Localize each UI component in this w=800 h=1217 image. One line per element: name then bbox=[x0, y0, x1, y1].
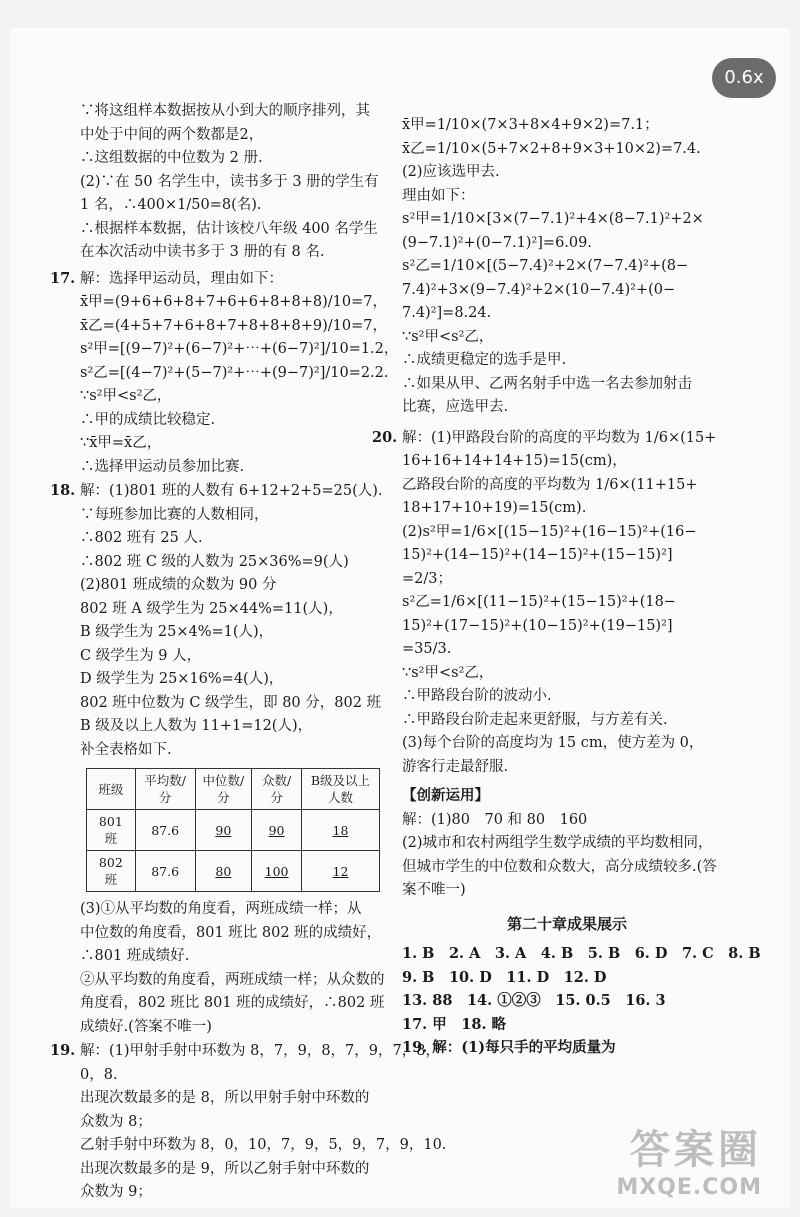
text-line bbox=[402, 685, 732, 709]
line-text: 游客行走最舒服. bbox=[402, 758, 509, 775]
table-header: 中位数/分 bbox=[195, 769, 252, 810]
line-text: 802 班 A 级学生为 25×44%=11(人)， bbox=[80, 600, 343, 617]
line-text: (3)①从平均数的角度看，两班成绩一样；从 bbox=[80, 901, 362, 917]
line-text: 1. B 2. A 3. A 4. B 5. B 6. D 7. C 8. B bbox=[402, 945, 761, 962]
text-line bbox=[80, 1158, 380, 1182]
text-line bbox=[402, 756, 732, 780]
line-text: 13. 88 14. ①②③ 15. 0.5 16. 3 bbox=[402, 992, 666, 1009]
table-row bbox=[87, 810, 380, 851]
innovation-heading: 【创新运用】 bbox=[402, 788, 489, 804]
line-text: 众数为 8； bbox=[80, 1113, 152, 1130]
text-line bbox=[80, 338, 399, 362]
text-line bbox=[80, 715, 380, 739]
line-text: 16+16+14+14+15)=15(cm)， bbox=[402, 453, 627, 469]
line-text: 出现次数最多的是 8，所以甲射手射中环数的 bbox=[80, 1090, 370, 1106]
line-text: ∴根据样本数据，估计该校八年级 400 名学生 bbox=[80, 220, 378, 237]
text-line bbox=[80, 1181, 380, 1205]
watermark-logo-text: 答案圈 bbox=[630, 1127, 762, 1173]
text-line bbox=[372, 426, 732, 451]
line-text: =35/3. bbox=[402, 641, 452, 657]
text-line bbox=[402, 1036, 732, 1060]
text-line bbox=[402, 809, 732, 833]
text-line bbox=[80, 1016, 380, 1040]
line-text: 比赛，应选甲去. bbox=[402, 399, 509, 415]
line-text: x̄乙=(4+5+7+6+8+7+8+8+8+9)/10=7， bbox=[80, 317, 387, 334]
text-line bbox=[402, 161, 732, 185]
text-line bbox=[80, 898, 380, 922]
text-line bbox=[402, 709, 732, 733]
text-line bbox=[80, 598, 380, 622]
text-line bbox=[80, 574, 380, 598]
text-line bbox=[402, 662, 732, 686]
line-text: (9−7.1)²+(0−7.1)²]=6.09. bbox=[402, 234, 592, 251]
line-text: 补全表格如下. bbox=[80, 741, 172, 758]
text-line bbox=[80, 645, 380, 669]
table-row bbox=[87, 851, 380, 892]
line-text: 7.4)²]=8.24. bbox=[402, 305, 492, 321]
text-line bbox=[402, 1013, 732, 1037]
text-line bbox=[80, 147, 380, 171]
line-text: 在本次活动中读书多于 3 册的有 8 名. bbox=[80, 244, 325, 260]
text-line bbox=[402, 832, 732, 856]
text-line bbox=[402, 638, 732, 662]
text-line bbox=[402, 114, 732, 138]
text-line bbox=[80, 504, 380, 528]
text-line bbox=[402, 279, 732, 303]
line-text: 乙射手射中环数为 8，0，10，7，9，5，9，7，9，10. bbox=[80, 1137, 447, 1153]
text-line bbox=[402, 185, 732, 209]
line-text: ∵每班参加比赛的人数相同， bbox=[80, 506, 269, 523]
text-line bbox=[402, 521, 732, 545]
text-line bbox=[402, 591, 732, 615]
text-line bbox=[80, 527, 380, 551]
text-line bbox=[80, 1087, 380, 1111]
text-line bbox=[402, 255, 732, 279]
line-text: s²乙=[(4−7)²+(5−7)²+⋯+(9−7)²]/10=2.2. bbox=[80, 364, 389, 381]
text-line bbox=[80, 692, 380, 716]
text-line bbox=[80, 456, 380, 480]
table-cell: 80 bbox=[195, 851, 252, 892]
section-title: 第二十章成果展示 bbox=[506, 914, 627, 933]
line-text: s²甲=1/10×[3×(7−7.1)²+4×(8−7.1)²+2× bbox=[402, 211, 704, 227]
text-line bbox=[80, 1111, 380, 1135]
line-text: 解：(1)801 班的人数有 6+12+2+5=25(人). bbox=[80, 483, 383, 499]
line-text: ∴甲路段台阶走起来更舒服，与方差有关. bbox=[402, 711, 668, 728]
text-line bbox=[402, 544, 732, 568]
line-text: B 级及以上人数为 11+1=12(人)， bbox=[80, 718, 313, 734]
text-line bbox=[402, 989, 732, 1013]
text-line bbox=[402, 138, 732, 162]
text-line bbox=[402, 966, 732, 990]
table-cell: 802 班 bbox=[87, 851, 136, 892]
text-line bbox=[402, 942, 761, 966]
line-text: 解：(1)甲射手射中环数为 8，7，9，8，7，9，7，8， bbox=[80, 1043, 440, 1059]
line-text: ②从平均数的角度看，两班成绩一样；从众数的 bbox=[80, 971, 385, 988]
line-text: 中位数的角度看，801 班比 802 班的成绩好， bbox=[80, 924, 382, 941]
question-number: 17. bbox=[50, 269, 76, 287]
text-line bbox=[50, 1039, 440, 1064]
line-text: 15)²+(14−15)²+(14−15)²+(15−15)²] bbox=[402, 547, 673, 563]
table-cell: 90 bbox=[252, 810, 302, 851]
line-text: 18+17+10+19)=15(cm). bbox=[402, 500, 587, 516]
table-cell: 87.6 bbox=[135, 851, 195, 892]
line-text: ∵x̄甲=x̄乙， bbox=[80, 435, 162, 451]
text-line bbox=[80, 551, 380, 575]
line-text: ∵s²甲<s²乙， bbox=[402, 328, 494, 345]
line-text: 众数为 9； bbox=[80, 1184, 152, 1200]
line-text: ∴甲路段台阶的波动小. bbox=[402, 688, 552, 704]
text-line bbox=[80, 194, 380, 218]
line-text: 案不唯一) bbox=[402, 882, 466, 898]
line-text: (2)s²甲=1/6×[(15−15)²+(16−15)²+(16− bbox=[402, 523, 697, 540]
line-text: 解：选择甲运动员，理由如下： bbox=[80, 270, 283, 287]
text-line bbox=[402, 450, 732, 474]
text-line bbox=[402, 302, 732, 326]
line-text: 乙路段台阶的高度的平均数为 1/6×(11+15+ bbox=[402, 476, 698, 493]
line-text: 成绩好.(答案不唯一) bbox=[80, 1018, 212, 1035]
line-text: (2)应该选甲去. bbox=[402, 164, 500, 180]
line-text: 但城市学生的中位数和众数大，高分成绩较多.(答 bbox=[402, 858, 717, 875]
text-line bbox=[80, 1134, 447, 1158]
line-text: ∴成绩更稳定的选手是甲. bbox=[402, 352, 567, 368]
text-line bbox=[80, 362, 389, 386]
text-line bbox=[402, 349, 732, 373]
line-text: ∴如果从甲、乙两名射手中选一名去参加射击 bbox=[402, 375, 692, 392]
text-line bbox=[80, 945, 380, 969]
text-line bbox=[402, 568, 732, 592]
question-number: 19. bbox=[50, 1042, 76, 1059]
document-page bbox=[10, 28, 790, 1208]
text-line bbox=[402, 497, 732, 521]
line-text: 19. 解：(1)每只手的平均质量为 bbox=[402, 1039, 616, 1056]
line-text: D 级学生为 25×16%=4(人)， bbox=[80, 671, 284, 687]
line-text: x̄乙=1/10×(5+7×2+8+9×3+10×2)=7.4. bbox=[402, 140, 701, 157]
line-text: 中处于中间的两个数都是2， bbox=[80, 126, 264, 143]
line-text: B 级学生为 25×4%=1(人)， bbox=[80, 624, 274, 640]
line-text: 解：(1)80 70 和 80 160 bbox=[402, 811, 588, 828]
text-line bbox=[80, 241, 380, 265]
text-line bbox=[80, 969, 385, 993]
text-line bbox=[80, 218, 380, 242]
text-line bbox=[80, 385, 380, 409]
line-text: 理由如下： bbox=[402, 187, 475, 204]
line-text: ∵将这组样本数据按从小到大的顺序排列，其 bbox=[80, 103, 370, 119]
text-line bbox=[402, 232, 732, 256]
line-text: ∵s²甲<s²乙， bbox=[402, 664, 494, 681]
line-text: 0，8. bbox=[80, 1066, 118, 1083]
text-line bbox=[402, 879, 732, 903]
table-cell: 87.6 bbox=[135, 810, 195, 851]
text-line bbox=[402, 615, 732, 639]
line-text: x̄甲=(9+6+6+8+7+6+6+8+8+8)/10=7， bbox=[80, 294, 387, 310]
text-line bbox=[402, 326, 732, 350]
line-text: ∴选择甲运动员参加比赛. bbox=[80, 458, 245, 475]
text-line bbox=[402, 208, 732, 232]
line-text: ∴802 班 C 级的人数为 25×36%=9(人) bbox=[80, 553, 349, 570]
text-line bbox=[80, 171, 380, 195]
text-line bbox=[80, 100, 380, 124]
text-line bbox=[80, 291, 387, 315]
right-column bbox=[372, 114, 761, 1060]
line-text: s²乙=1/10×[(5−7.4)²+2×(7−7.4)²+(8− bbox=[402, 258, 689, 274]
text-line bbox=[80, 124, 380, 148]
table-header: B级及以上人数 bbox=[301, 769, 379, 810]
line-text: 出现次数最多的是 9，所以乙射手射中环数的 bbox=[80, 1160, 370, 1177]
line-text: (3)每个台阶的高度均为 15 cm，使方差为 0， bbox=[402, 735, 704, 751]
text-line bbox=[80, 1064, 380, 1088]
line-text: ∴801 班成绩好. bbox=[80, 948, 190, 964]
text-line bbox=[80, 409, 380, 433]
line-text: 802 班中位数为 C 级学生，即 80 分，802 班 bbox=[80, 694, 382, 711]
text-line bbox=[80, 922, 380, 946]
text-line bbox=[80, 621, 380, 645]
line-text: 角度看，802 班比 801 班的成绩好，∴802 班 bbox=[80, 995, 385, 1011]
line-text: =2/3； bbox=[402, 570, 452, 587]
line-text: ∴这组数据的中位数为 2 册. bbox=[80, 150, 263, 166]
table-header: 班级 bbox=[87, 769, 136, 810]
text-line bbox=[80, 992, 385, 1016]
line-text: ∵s²甲<s²乙， bbox=[80, 388, 172, 404]
text-line bbox=[80, 739, 380, 763]
line-text: 7.4)²+3×(9−7.4)²+2×(10−7.4)²+(0− bbox=[402, 281, 676, 298]
watermark-url: MXQE.COM bbox=[616, 1175, 762, 1200]
line-text: 1 名，∴400×1/50=8(名). bbox=[80, 197, 262, 213]
table-cell: 18 bbox=[301, 810, 379, 851]
table-header: 平均数/分 bbox=[135, 769, 195, 810]
line-text: ∴甲的成绩比较稳定. bbox=[80, 411, 216, 428]
table-header: 众数/分 bbox=[252, 769, 302, 810]
line-text: ∴802 班有 25 人. bbox=[80, 530, 203, 546]
watermark bbox=[616, 1118, 762, 1200]
line-text: s²乙=1/6×[(11−15)²+(15−15)²+(18− bbox=[402, 594, 676, 610]
question-number: 20. bbox=[372, 428, 398, 446]
text-line bbox=[80, 315, 387, 339]
text-line bbox=[80, 668, 380, 692]
text-line bbox=[402, 856, 732, 880]
text-line bbox=[402, 474, 732, 498]
line-text: x̄甲=1/10×(7×3+8×4+9×2)=7.1； bbox=[402, 117, 659, 133]
line-text: C 级学生为 9 人， bbox=[80, 647, 202, 664]
line-text: 15)²+(17−15)²+(10−15)²+(19−15)²] bbox=[402, 617, 673, 634]
line-text: 17. 甲 18. 略 bbox=[402, 1015, 507, 1033]
score-table bbox=[86, 768, 380, 892]
table-cell: 90 bbox=[195, 810, 252, 851]
text-line bbox=[402, 396, 732, 420]
line-text: s²甲=[(9−7)²+(6−7)²+⋯+(6−7)²]/10=1.2， bbox=[80, 341, 399, 357]
text-line bbox=[50, 479, 383, 504]
table-cell: 801 班 bbox=[87, 810, 136, 851]
text-line bbox=[50, 267, 380, 292]
line-text: (2)801 班成绩的众数为 90 分 bbox=[80, 577, 277, 593]
line-text: (2)∵在 50 名学生中，读书多于 3 册的学生有 bbox=[80, 173, 379, 190]
line-text: 9. B 10. D 11. D 12. D bbox=[402, 968, 607, 986]
table-cell: 100 bbox=[252, 851, 302, 892]
text-line bbox=[402, 373, 732, 397]
line-text: 解：(1)甲路段台阶的高度的平均数为 1/6×(15+ bbox=[402, 429, 717, 446]
text-line bbox=[402, 732, 732, 756]
table-cell: 12 bbox=[301, 851, 379, 892]
line-text: (2)城市和农村两组学生数学成绩的平均数相同， bbox=[402, 835, 713, 851]
question-number: 18. bbox=[50, 482, 76, 499]
text-line bbox=[80, 432, 380, 456]
zoom-level-badge[interactable]: 0.6x bbox=[712, 58, 776, 98]
